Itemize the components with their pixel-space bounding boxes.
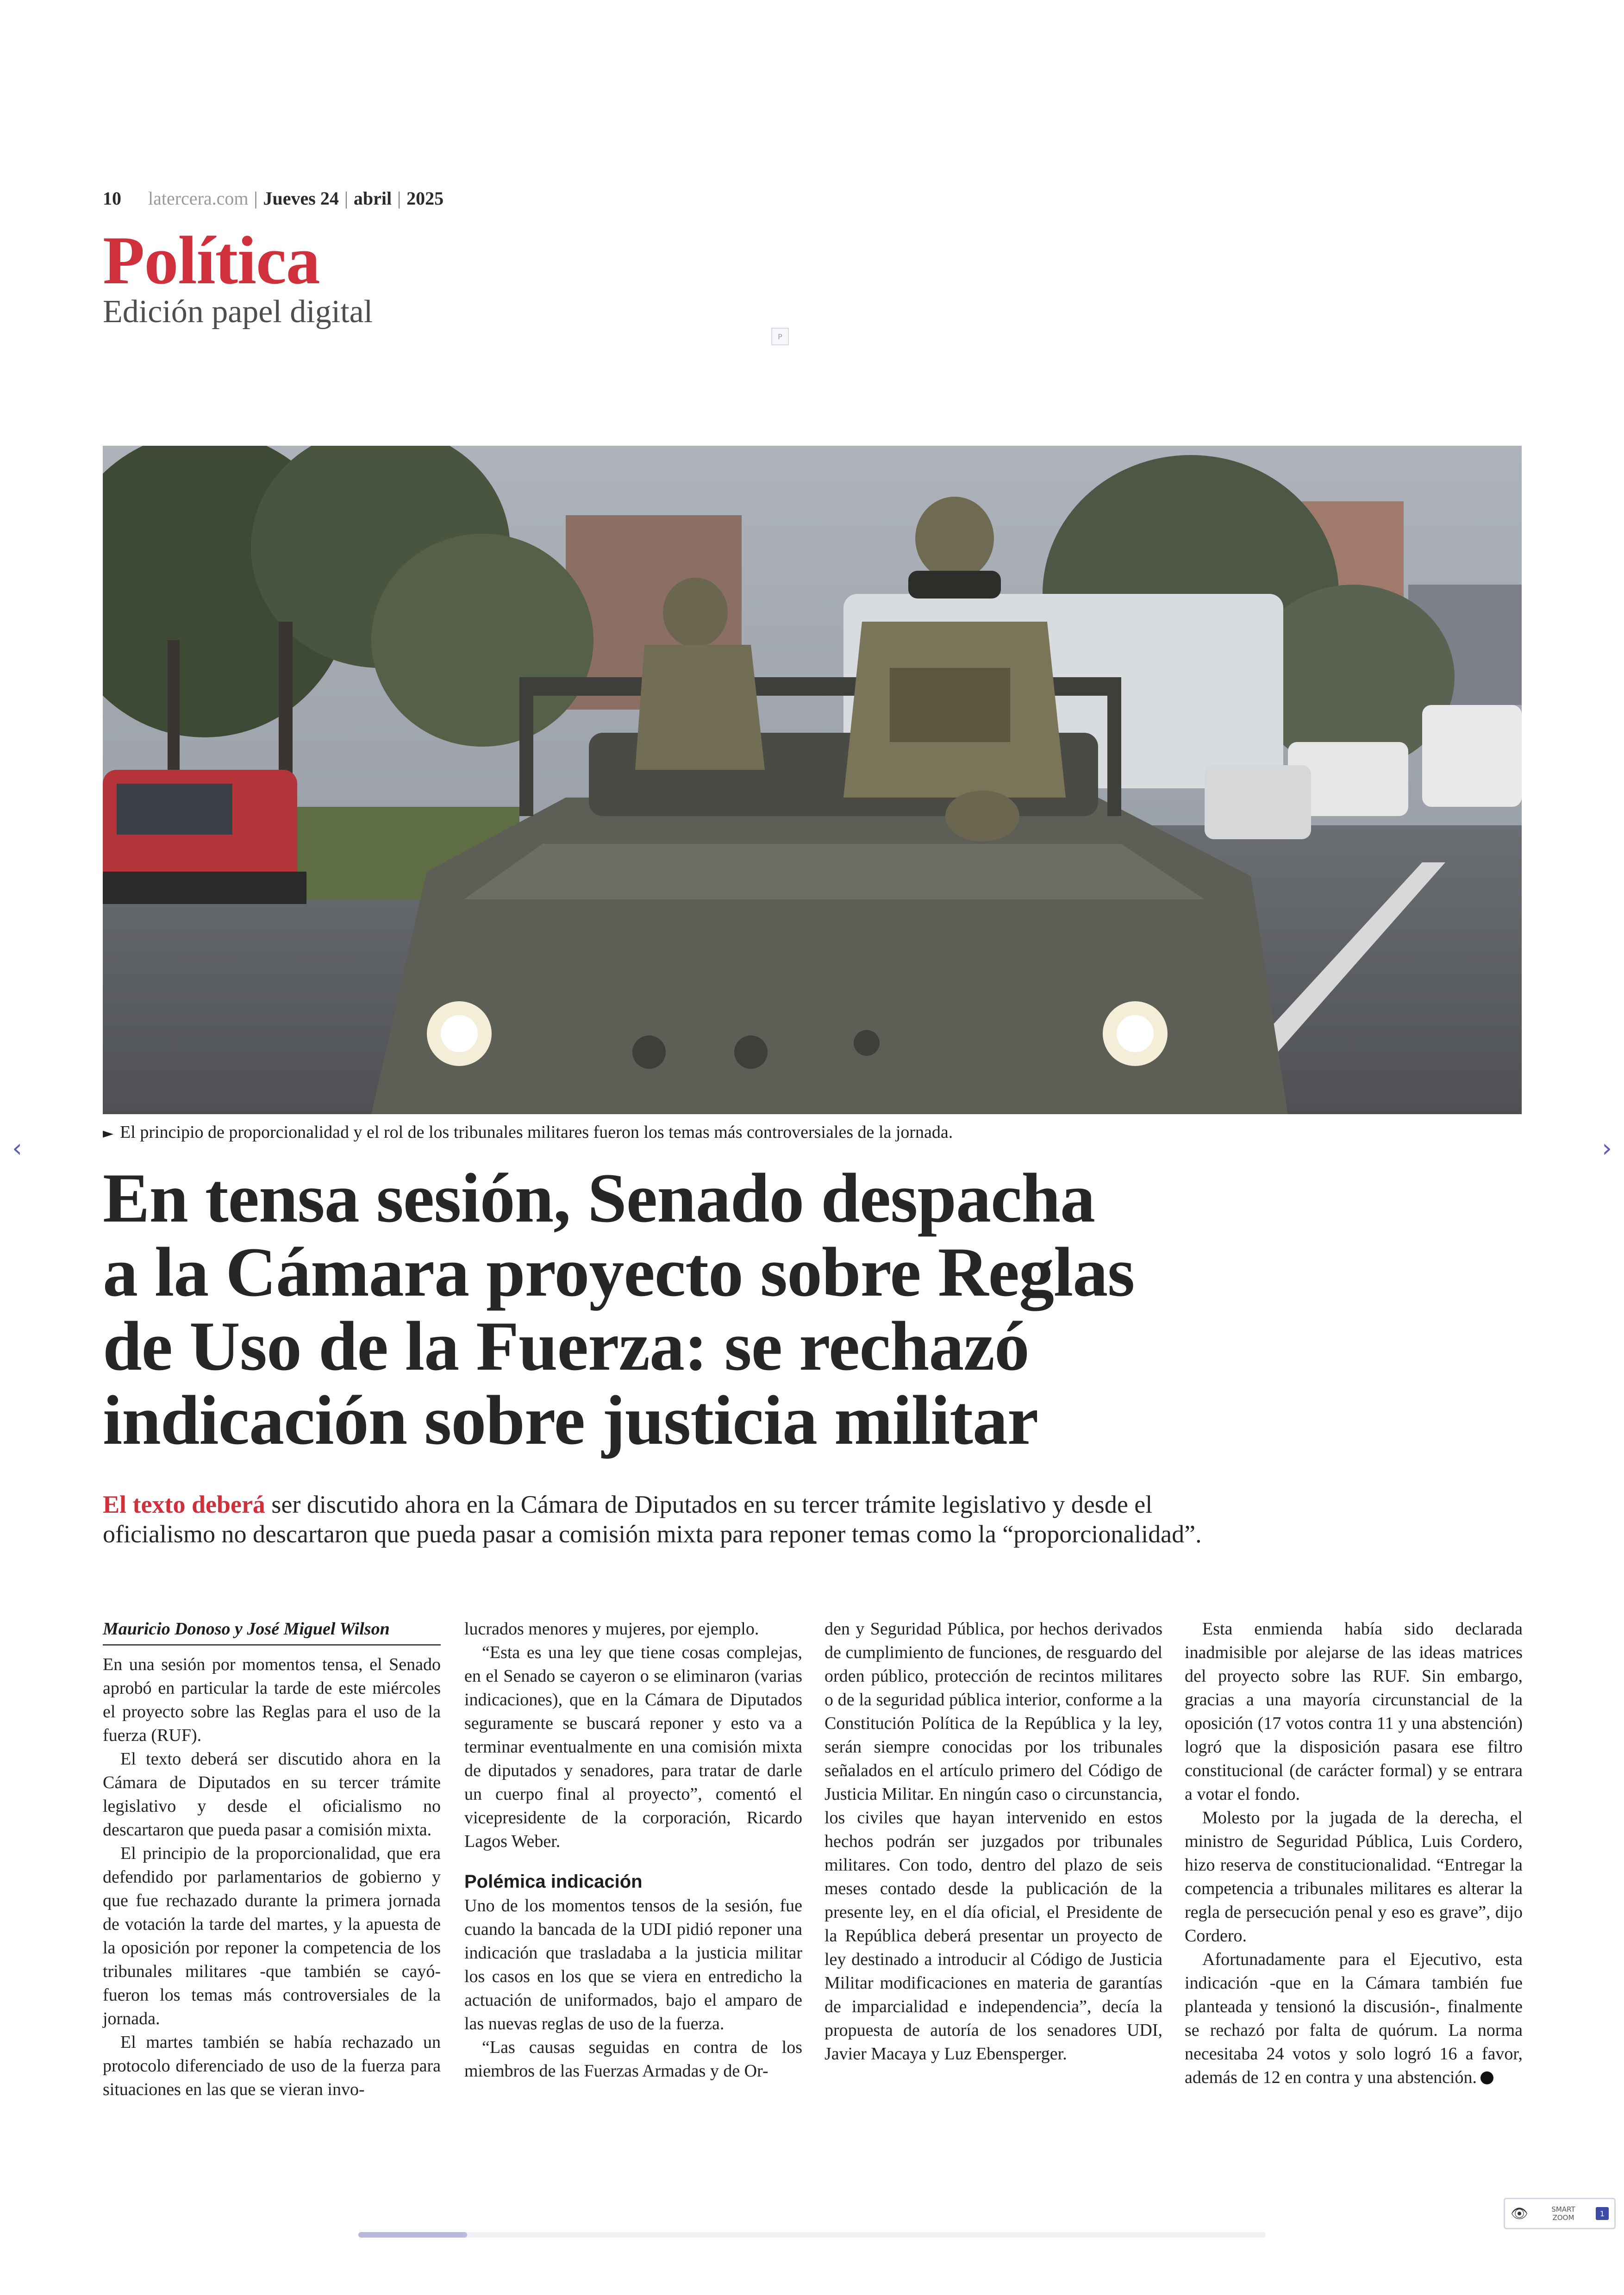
article-column-3 bbox=[824, 1617, 1162, 2066]
paragraph: “Las causas seguidas en contra de los miembros de las Fuerzas Armadas y de Or- bbox=[464, 2038, 802, 2081]
deck-line: oficialismo no descartaron que pueda pasar a comisión mixta para reponer temas como la “proporcionalidad”. bbox=[103, 1520, 1202, 1548]
site-name: latercera.com bbox=[148, 187, 249, 209]
page-progress-bar[interactable] bbox=[358, 2232, 1266, 2238]
smart-zoom-line: ZOOM bbox=[1552, 2214, 1574, 2222]
caption-text: El principio de proporcionalidad y el rol de los tribunales militares fueron los temas más controversiales de la jornada. bbox=[120, 1123, 953, 1142]
paragraph: Uno de los momentos tensos de la sesión, fue cuando la bancada de la UDI pidió reponer una indicación que trasladaba a la justicia militar los casos en los que se viera en entredicho la actuación de uniformados, bajo el amparo de las nuevas reglas de uso de la fuerza. bbox=[464, 1896, 802, 2033]
paragraph: En una sesión por momentos tensa, el Senado aprobó en particular la tarde de este miércoles el proyecto sobre las Reglas para el uso de la fuerza (RUF). bbox=[103, 1655, 441, 1745]
page-pin-icon[interactable]: P bbox=[771, 328, 789, 345]
folio-separator: | bbox=[344, 187, 348, 209]
previous-page-button[interactable] bbox=[6, 1134, 29, 1162]
subheading: Polémica indicación bbox=[464, 1871, 643, 1892]
article-headline bbox=[103, 1161, 1399, 1457]
paragraph: Esta enmienda había sido declarada inadmisible por alejarse de las ideas matrices del proyecto sobre las RUF. Sin embargo, gracias a una mayoría circunstancial de la oposición (17 votos contra 11 y una abstención) logró que la disposición pasara ese filtro constitucional (de carácter formal) y se entrara a votar el fondo. bbox=[1185, 1619, 1523, 1804]
chevron-right-icon: › bbox=[1602, 1133, 1612, 1163]
paragraph bbox=[1185, 1948, 1523, 2089]
deck-lead: El texto deberá bbox=[103, 1491, 265, 1518]
paragraph: lucrados menores y mujeres, por ejemplo. bbox=[464, 1619, 759, 1639]
smart-zoom-line: SMART bbox=[1551, 2205, 1575, 2214]
article-deck bbox=[103, 1490, 1492, 1549]
chevron-left-icon: ‹ bbox=[12, 1133, 22, 1163]
photo-caption bbox=[103, 1121, 1522, 1145]
page-folio bbox=[103, 184, 443, 212]
edition-subtitle: Edición papel digital bbox=[103, 294, 373, 330]
eye-icon: 👁 bbox=[1511, 2205, 1529, 2222]
next-page-button[interactable] bbox=[1595, 1134, 1618, 1162]
headline-line: de Uso de la Fuerza: se rechazó bbox=[103, 1307, 1029, 1385]
page-number: 10 bbox=[103, 187, 121, 209]
article-byline: Mauricio Donoso y José Miguel Wilson bbox=[103, 1617, 441, 1646]
headline-line: En tensa sesión, Senado despacha bbox=[103, 1159, 1095, 1237]
publication-date: Jueves 24 bbox=[263, 187, 339, 209]
smart-zoom-button[interactable] bbox=[1504, 2198, 1616, 2229]
section-title: Política bbox=[103, 223, 320, 299]
headline-line: a la Cámara proyecto sobre Reglas bbox=[103, 1233, 1135, 1311]
end-of-article-icon bbox=[1480, 2071, 1493, 2084]
armored-vehicle-photo bbox=[103, 446, 1522, 1114]
paragraph: Molesto por la jugada de la derecha, el ministro de Seguridad Pública, Luis Cordero, hizo reserva de constitucionalidad. “Entregar la competencia a tribunales militares es alterar la regla de persecución penal y eso es grave”, dijo Cordero. bbox=[1185, 1808, 1523, 1946]
folio-separator: | bbox=[254, 187, 258, 209]
paragraph: El principio de la proporcionalidad, que era defendido por parlamentarios de gobierno y que fue rechazado durante la primera jornada de votación la tarde del martes, y la apuesta de la oposición por reponer la competencia de los tribunales militares -que también se cayó- fueron los temas más controversiales de la jornada. bbox=[103, 1844, 441, 2028]
smart-zoom-count: 1 bbox=[1596, 2207, 1609, 2220]
paragraph: El martes también se había rechazado un protocolo diferenciado de uso de la fuerza para situaciones en las que se vieran invo- bbox=[103, 2033, 441, 2099]
headline-line: indicación sobre justicia militar bbox=[103, 1381, 1038, 1459]
paragraph: den y Seguridad Pública, por hechos derivados de cumplimiento de funciones, de resguardo del orden público, protección de recintos militares o de la seguridad pública interior, conforme a la Constitución Política de la República y la ley, serán siempre conocidas por los tribunales señalados en el artículo primero del Código de Justicia Militar. En ningún caso o circunstancia, los civiles que hayan intervenido en estos hechos podrán ser juzgados por tribunales militares. Con todo, dentro del plazo de seis meses contado desde la publicación de la presente ley, en el día oficial, el Presidente de la República deberá presentar un proyecto de ley destinado a introducir al Código de Justicia Militar modificaciones en materia de garantías de imparcialidad e independencia”, decía la propuesta de autoría de los senadores UDI, Javier Macaya y Luz Ebensperger. bbox=[824, 1619, 1162, 2064]
progress-fill bbox=[358, 2232, 467, 2238]
article-column-2 bbox=[464, 1617, 802, 2083]
publication-month: abril bbox=[353, 187, 392, 209]
caption-marker-icon: ► bbox=[103, 1125, 114, 1141]
paragraph: “Esta es una ley que tiene cosas complejas, en el Senado se cayeron o se eliminaron (varias indicaciones), que en la Cámara de Diputados seguramente se buscará reponer y esto va a terminar eventualmente en una comisión mixta de diputados y senadores, para tratar de darle un cuerpo final al proyecto”, comentó el vicepresidente de la corporación, Ricardo Lagos Weber. bbox=[464, 1643, 802, 1851]
article-column-4 bbox=[1185, 1617, 1523, 2089]
article-photo bbox=[103, 446, 1522, 1114]
deck-line bbox=[103, 1490, 1492, 1519]
paragraph: El texto deberá ser discutido ahora en la Cámara de Diputados en su tercer trámite legislativo y desde el oficialismo no descartaron que pueda pasar a comisión mixta. bbox=[103, 1749, 441, 1840]
paragraph-text: Afortunadamente para el Ejecutivo, esta indicación -que en la Cámara también fue planteada y tensionó la discusión-, finalmente se rechazó por falta de quórum. La norma necesitaba 24 votos y solo logró 16 a favor, además de 12 en contra y una abstención. bbox=[1185, 1950, 1523, 2087]
smart-zoom-label bbox=[1531, 2205, 1596, 2222]
article-column-1 bbox=[103, 1617, 441, 2102]
deck-text: ser discutido ahora en la Cámara de Diputados en su tercer trámite legislativo y desde el bbox=[265, 1491, 1153, 1518]
publication-year: 2025 bbox=[406, 187, 444, 209]
folio-separator: | bbox=[397, 187, 401, 209]
